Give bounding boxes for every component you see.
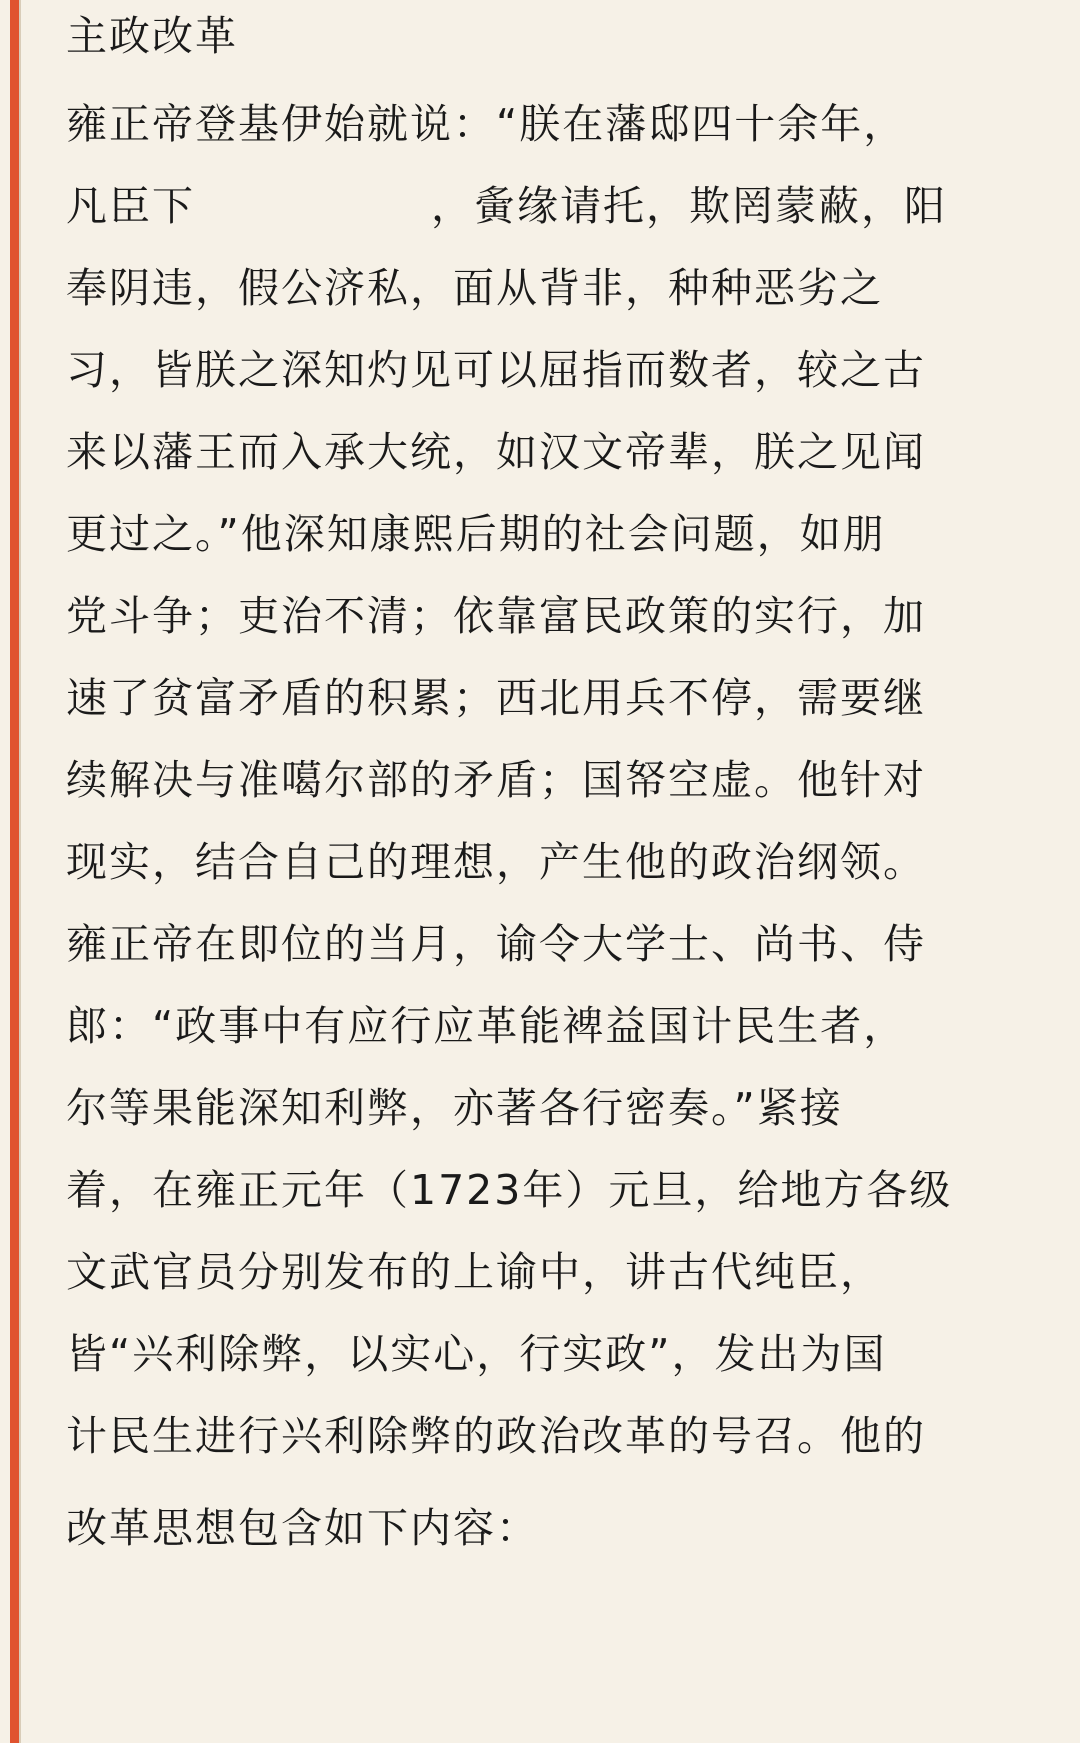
left-accent-rule xyxy=(10,0,19,1743)
redacted-region xyxy=(195,184,431,234)
text-line: 来以藩王而入承大统，如汉文帝辈，朕之见闻 xyxy=(66,428,926,476)
text-line: 尔等果能深知利弊，亦著各行密奏。”紧接 xyxy=(66,1084,843,1132)
text-line: 现实，结合自己的理想，产生他的政治纲领。 xyxy=(66,838,926,886)
text-line: 党斗争；吏治不清；依靠富民政策的实行，加 xyxy=(66,592,926,640)
text-line: 雍正帝登基伊始就说：“朕在藩邸四十余年， xyxy=(66,100,907,148)
text-line xyxy=(66,178,947,234)
text-line: 雍正帝在即位的当月，谕令大学士、尚书、侍 xyxy=(66,920,926,968)
text-line: 文武官员分别发布的上谕中，讲古代纯臣， xyxy=(66,1248,883,1296)
text-line: 奉阴违，假公济私，面从背非，种种恶劣之 xyxy=(66,264,883,312)
text-fragment: 凡臣下 xyxy=(66,182,195,230)
text-line: 郎：“政事中有应行应革能裨益国计民生者， xyxy=(66,1002,907,1050)
text-line: 改革思想包含如下内容： xyxy=(66,1504,539,1552)
text-line: 更过之。”他深知康熙后期的社会问题，如朋 xyxy=(66,510,886,558)
text-line: 着，在雍正元年（1723年）元旦，给地方各级 xyxy=(66,1166,953,1214)
section-heading: 主政改革 xyxy=(66,12,238,60)
left-rule-shadow xyxy=(19,0,21,1743)
text-line: 习，皆朕之深知灼见可以屈指而数者，较之古 xyxy=(66,346,926,394)
text-fragment: ，夤缘请托，欺罔蒙蔽，阳 xyxy=(431,182,947,230)
text-line: 速了贫富矛盾的积累；西北用兵不停，需要继 xyxy=(66,674,926,722)
text-line: 计民生进行兴利除弊的政治改革的号召。他的 xyxy=(66,1412,926,1460)
text-line: 皆“兴利除弊，以实心，行实政”，发出为国 xyxy=(66,1330,887,1378)
text-line: 续解决与准噶尔部的矛盾；国帑空虚。他针对 xyxy=(66,756,926,804)
